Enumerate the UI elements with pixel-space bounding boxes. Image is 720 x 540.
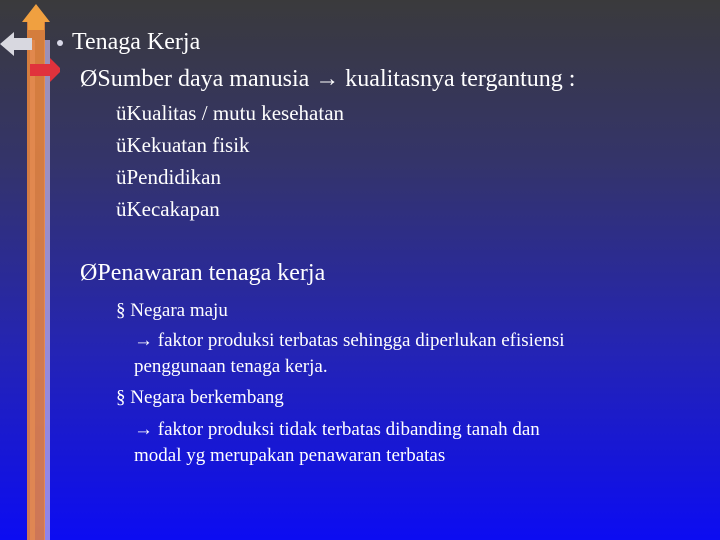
section-heading-2 bbox=[80, 260, 325, 287]
subitem-line: modal yg merupakan penawaran terbatas bbox=[134, 445, 446, 466]
subitem-line bbox=[134, 419, 540, 441]
list-item-text: Kecakapan bbox=[126, 197, 220, 221]
list-item-text: Kualitas / mutu kesehatan bbox=[126, 101, 345, 125]
subitem-line: penggunaan tenaga kerja. bbox=[134, 356, 328, 377]
subitem-line-text: faktor produksi tidak terbatas dibanding tanah dan bbox=[157, 419, 540, 440]
check-icon: ü bbox=[116, 133, 127, 157]
subitem-label-text: Negara maju bbox=[130, 300, 228, 321]
section-heading-1-post: kualitasnya tergantung : bbox=[345, 66, 576, 92]
section-heading-1 bbox=[80, 66, 575, 93]
section-marker-2: Ø bbox=[80, 260, 98, 286]
check-icon: ü bbox=[116, 101, 127, 125]
square-bullet-icon: § bbox=[116, 387, 126, 408]
section-marker-1: Ø bbox=[80, 66, 98, 92]
arrow-right-icon: → bbox=[134, 419, 153, 440]
subitem-label bbox=[116, 387, 284, 409]
subitem-label-text: Negara berkembang bbox=[130, 387, 284, 408]
check-icon: ü bbox=[116, 165, 127, 189]
list-item-text: Kekuatan fisik bbox=[126, 133, 250, 157]
list-item bbox=[116, 101, 344, 126]
subitem-line-text: faktor produksi terbatas sehingga diperlukan efisiensi bbox=[157, 330, 565, 351]
list-item-text: Pendidikan bbox=[126, 165, 221, 189]
arrow-right-icon: → bbox=[315, 66, 340, 92]
section-heading-2-text: Penawaran tenaga kerja bbox=[97, 260, 326, 286]
list-item bbox=[116, 165, 221, 190]
list-item bbox=[116, 197, 220, 222]
arrow-right-icon: → bbox=[134, 330, 153, 351]
square-bullet-icon: § bbox=[116, 300, 126, 321]
section-heading-1-pre: Sumber daya manusia bbox=[97, 66, 310, 92]
check-icon: ü bbox=[116, 197, 127, 221]
list-item bbox=[116, 133, 250, 158]
slide-title: Tenaga Kerja bbox=[72, 29, 201, 55]
subitem-line bbox=[134, 330, 565, 352]
subitem-label bbox=[116, 300, 228, 322]
